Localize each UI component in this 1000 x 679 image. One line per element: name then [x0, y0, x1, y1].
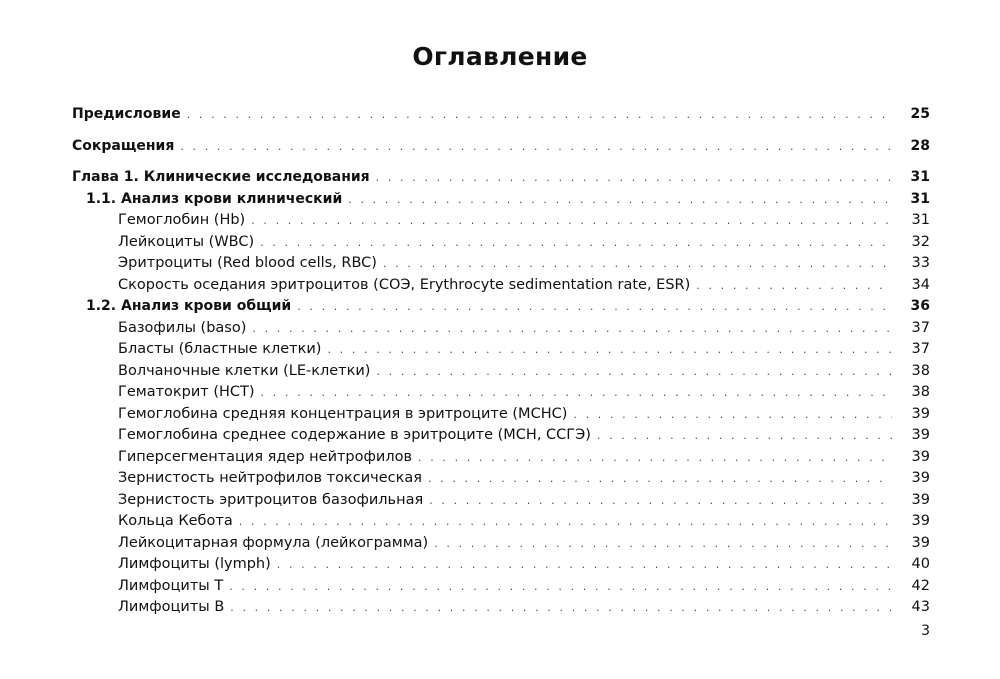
toc-entry-label: Лимфоциты B [118, 599, 225, 615]
toc-entry[interactable] [72, 554, 930, 576]
toc-entry-page: 39 [911, 513, 930, 529]
dot-leader [597, 425, 892, 447]
toc-entry-section-1-2[interactable] [72, 296, 930, 318]
dot-leader [251, 210, 892, 232]
toc-entry[interactable] [72, 361, 930, 383]
dot-leader [277, 554, 892, 576]
toc-entry-page: 34 [911, 276, 930, 293]
toc-entry-page: 31 [911, 212, 930, 228]
toc-entry[interactable] [72, 253, 930, 275]
toc-entry-page: 39 [911, 427, 930, 443]
toc-entry-section-1-1[interactable] [72, 189, 930, 211]
toc-entry[interactable] [72, 382, 930, 404]
dot-leader [376, 361, 892, 383]
toc-entry[interactable] [72, 425, 930, 447]
toc-entry-page: 37 [911, 319, 930, 336]
toc-entry-label: Гематокрит (HCT) [118, 384, 255, 400]
toc-entry-label: 1.1. Анализ крови клинический [86, 190, 343, 207]
dot-leader [261, 382, 892, 404]
dot-leader [187, 104, 892, 126]
toc-entry[interactable] [72, 511, 930, 533]
toc-entry-page: 39 [911, 534, 930, 551]
dot-leader [252, 318, 892, 340]
toc-entry-preface[interactable] [72, 104, 930, 126]
toc-entry-label: Зернистость нейтрофилов токсическая [118, 470, 422, 486]
toc-entry-chapter-1[interactable] [72, 167, 930, 189]
toc-entry-label: Лейкоциты (WBC) [118, 233, 255, 250]
toc-entry-page: 39 [911, 491, 930, 508]
toc-entry-page: 38 [911, 384, 930, 400]
dot-leader [429, 490, 892, 512]
dot-leader [418, 447, 892, 469]
toc-entry-label: Лимфоциты T [118, 577, 224, 594]
toc-entry-page: 31 [910, 190, 930, 207]
toc-entry-page: 36 [910, 298, 930, 314]
page-number: 3 [921, 623, 930, 639]
toc-entry-label: Глава 1. Клинические исследования [72, 169, 370, 185]
toc-entry-label: Базофилы (baso) [118, 319, 247, 336]
dot-leader [573, 404, 892, 426]
toc-entry[interactable] [72, 490, 930, 512]
dot-leader [434, 533, 892, 555]
toc-entry-label: Эритроциты (Red blood cells, RBC) [118, 255, 377, 271]
toc-entry-label: Лимфоциты (lymph) [118, 556, 271, 572]
toc-entry-page: 37 [911, 341, 930, 357]
dot-leader [180, 136, 892, 158]
dot-leader [260, 232, 892, 254]
toc-entry-page: 38 [911, 362, 930, 379]
toc-entry-page: 40 [911, 556, 930, 572]
toc-entry-abbreviations[interactable] [72, 136, 930, 158]
toc-entry-label: Скорость оседания эритроцитов (СОЭ, Erythrocyte sedimentation rate, ESR) [118, 276, 691, 293]
toc-entry[interactable] [72, 597, 930, 619]
toc-entry[interactable] [72, 339, 930, 361]
toc-entry-page: 39 [911, 448, 930, 465]
dot-leader [327, 339, 892, 361]
toc-entry-label: Гемоглобина средняя концентрация в эритроците (MCHC) [118, 405, 568, 422]
dot-leader [383, 253, 892, 275]
toc-entry-label: Гемоглобина среднее содержание в эритроците (MCH, ССГЭ) [118, 427, 591, 443]
toc-entry-page: 42 [911, 577, 930, 594]
toc-entry[interactable] [72, 404, 930, 426]
dot-leader [230, 597, 892, 619]
dot-leader [376, 167, 892, 189]
toc-entry[interactable] [72, 533, 930, 555]
toc-entry-label: Предисловие [72, 106, 181, 122]
toc-entry[interactable] [72, 232, 930, 254]
dot-leader [348, 189, 892, 211]
toc-entry[interactable] [72, 447, 930, 469]
toc-entry-label: Гемоглобин (Hb) [118, 212, 246, 228]
toc-entry-page: 43 [911, 599, 930, 615]
toc-entry[interactable] [72, 275, 930, 297]
page-title: Оглавление [412, 42, 588, 71]
toc-entry-label: Кольца Кебота [118, 513, 233, 529]
toc-entry-label: Бласты (бластные клетки) [118, 341, 322, 357]
toc-entry-page: 25 [910, 106, 930, 122]
toc-entry[interactable] [72, 468, 930, 490]
toc-entry-label: Сокращения [72, 137, 175, 154]
toc-entry-page: 39 [911, 405, 930, 422]
toc-entry-label: Зернистость эритроцитов базофильная [118, 491, 424, 508]
toc-entry-page: 32 [911, 233, 930, 250]
toc-entry[interactable] [72, 318, 930, 340]
dot-leader [696, 275, 892, 297]
dot-leader [428, 468, 892, 490]
dot-leader [239, 511, 892, 533]
toc-entry-page: 31 [910, 169, 930, 185]
toc-entry-label: Лейкоцитарная формула (лейкограмма) [118, 534, 429, 551]
toc-entry-page: 39 [911, 470, 930, 486]
dot-leader [229, 576, 892, 598]
toc-entry-page: 28 [910, 137, 930, 154]
toc-entry-label: 1.2. Анализ крови общий [86, 298, 292, 314]
toc-entry-label: Волчаночные клетки (LE-клетки) [118, 362, 371, 379]
toc-entry[interactable] [72, 210, 930, 232]
table-of-contents [72, 104, 930, 619]
toc-entry-page: 33 [911, 255, 930, 271]
dot-leader [297, 296, 892, 318]
toc-entry-label: Гиперсегментация ядер нейтрофилов [118, 448, 413, 465]
toc-entry[interactable] [72, 576, 930, 598]
